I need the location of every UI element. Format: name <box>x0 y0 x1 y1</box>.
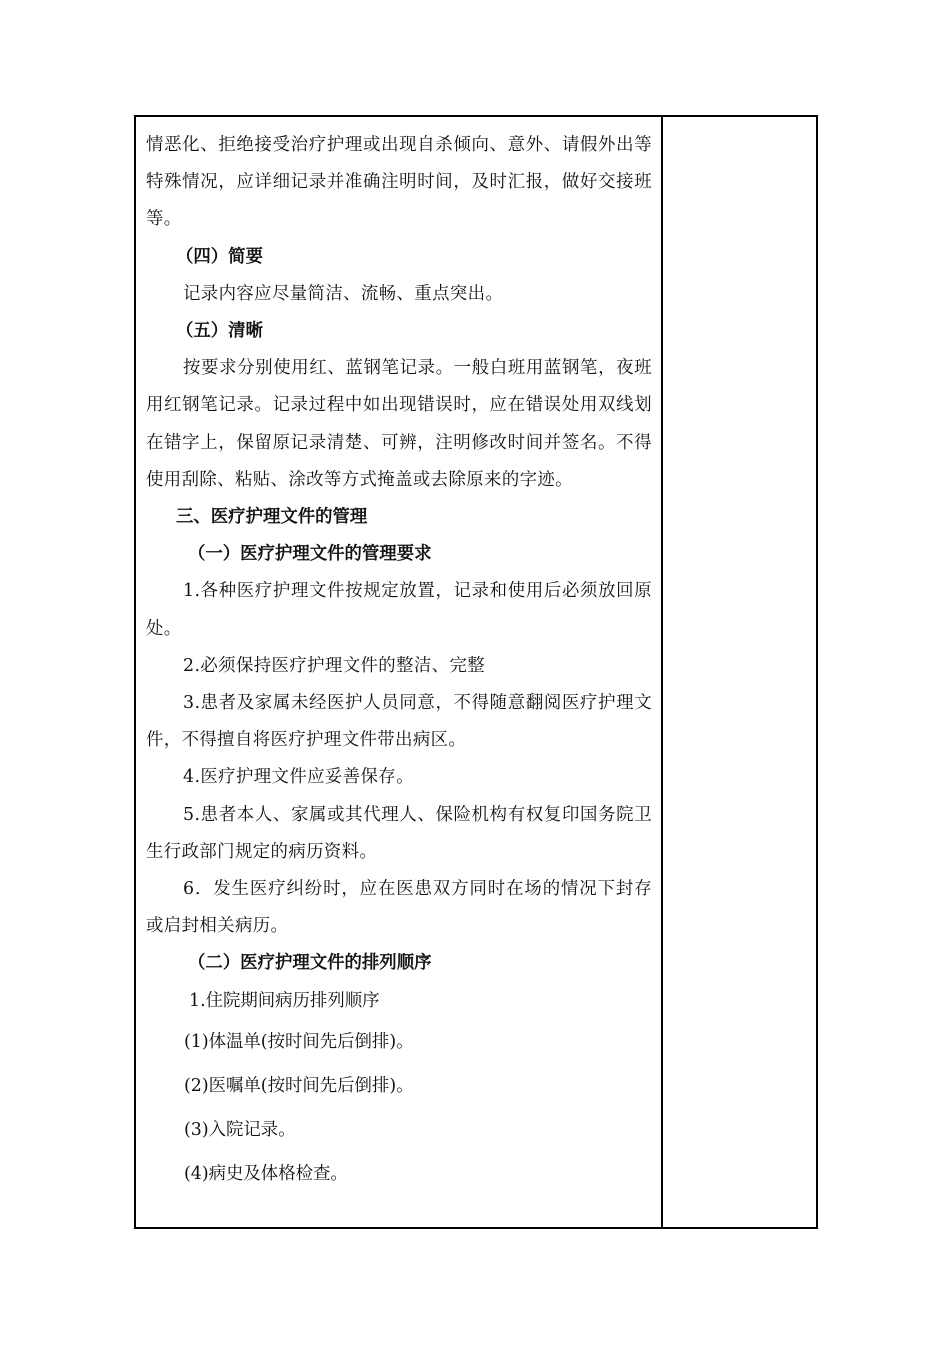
list-item: 4.医疗护理文件应妥善保存。 <box>183 767 414 788</box>
section-4-heading: （四）简要 <box>176 246 263 267</box>
list-item: 6．发生医疗纠纷时，应在医患双方同时在场的情况下封存或启封相关病历。 <box>146 879 652 937</box>
order-item: (4)病史及体格检查。 <box>184 1163 348 1184</box>
subsection-1-heading: （一）医疗护理文件的管理要求 <box>188 544 432 565</box>
opening-paragraph: 情恶化、拒绝接受治疗护理或出现自杀倾向、意外、请假外出等特殊情况，应详细记录并准确注明时间，及时汇报，做好交接班等。 <box>146 135 652 230</box>
list-item: 3.患者及家属未经医护人员同意，不得随意翻阅医疗护理文件，不得擅自将医疗护理文件带出病区。 <box>146 693 652 751</box>
subsection-2-heading: （二）医疗护理文件的排列顺序 <box>188 953 432 974</box>
list-item: 2.必须保持医疗护理文件的整洁、完整 <box>183 655 486 676</box>
list-item: 1.各种医疗护理文件按规定放置，记录和使用后必须放回原处。 <box>146 581 652 639</box>
list-item: 5.患者本人、家属或其代理人、保险机构有权复印国务院卫生行政部门规定的病历资料。 <box>146 804 652 862</box>
subsection-2-sublabel: 1.住院期间病历排列顺序 <box>189 990 380 1011</box>
order-item: (3)入院记录。 <box>184 1119 296 1140</box>
section-4-body: 记录内容应尽量简洁、流畅、重点突出。 <box>183 283 504 304</box>
content-cell <box>136 117 663 1227</box>
section-5-heading: （五）清晰 <box>176 321 263 342</box>
section-5-body: 按要求分别使用红、蓝钢笔记录。一般白班用蓝钢笔，夜班用红钢笔记录。记录过程中如出现错误时，应在错误处用双线划在错字上，保留原记录清楚、可辨，注明修改时间并签名。不得使用刮除、粘贴、涂改等方式掩盖或去除原来的字迹。 <box>146 358 652 490</box>
order-item: (1)体温单(按时间先后倒排)。 <box>184 1031 414 1052</box>
document-table <box>134 115 818 1229</box>
part-3-heading: 三、医疗护理文件的管理 <box>176 507 368 528</box>
content-body <box>146 127 652 1196</box>
notes-cell <box>663 117 816 1227</box>
order-item: (2)医嘱单(按时间先后倒排)。 <box>184 1075 414 1096</box>
